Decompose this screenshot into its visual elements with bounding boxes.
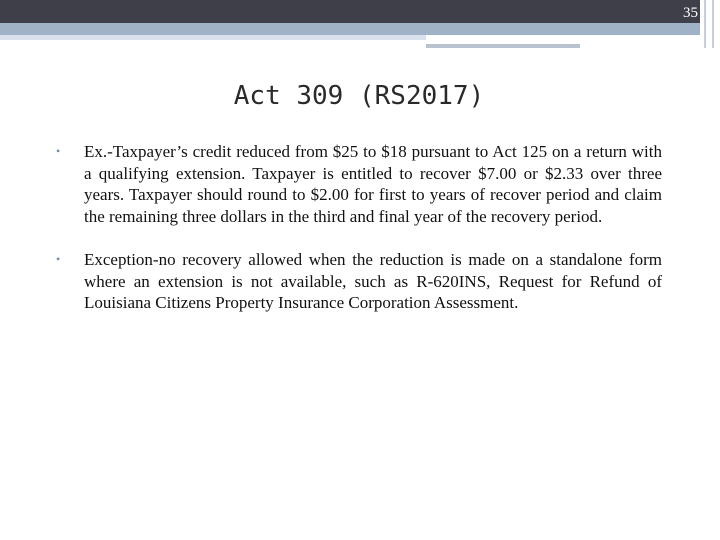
bullet-list xyxy=(56,141,662,335)
bullet-dot-icon: • xyxy=(56,251,61,266)
bullet-text: Exception-no recovery allowed when the reduction is made on a standalone form where an extension is not available, such as R-620INS, Request for Refund of Louisiana Citizens Property Insurance Corporation Assessment. xyxy=(84,249,662,313)
slide-number: 35 xyxy=(683,5,698,21)
header-bar xyxy=(0,0,700,23)
corner-line-1 xyxy=(704,0,706,48)
bullet-text: Ex.-Taxpayer’s credit reduced from $25 to $18 pursuant to Act 125 on a return with a qualifying extension. Taxpayer is entitled to recover $7.00 or $2.33 over three years. Taxpayer should round to $2.00 for first to years of recover period and claim the remaining three dollars in the third and final year of the recovery period. xyxy=(84,142,662,227)
corner-line-2 xyxy=(712,0,714,48)
bullet-item-exception xyxy=(56,249,662,314)
slide-title xyxy=(0,81,720,111)
header-strip-light xyxy=(0,35,426,40)
header-strip xyxy=(0,23,700,35)
bullet-item-example xyxy=(56,141,662,228)
accent-line xyxy=(426,44,580,48)
corner-decoration xyxy=(700,0,720,48)
slide-title-text: Act 309 (RS2017) xyxy=(233,81,485,111)
bullet-dot-icon: • xyxy=(56,144,61,158)
